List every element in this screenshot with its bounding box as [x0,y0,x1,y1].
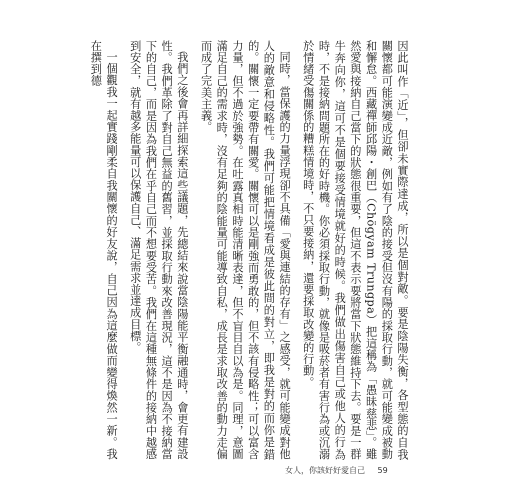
vertical-body-text [89,40,410,460]
paragraph-3: 我們之後會再詳細探索這些議題，先總結來說當陰陽能平衡融通時，會更有建設性。我們革除了對自己無益的舊習，並採取行動來改善現況，這不是因為不接納當下的自己，而是因為我們在乎自己而不想要受苦。我們在這種無條件的接納中越感到安全，就有越多能量可以保護自己、滿足需求並達成目標。 [128,40,189,460]
paragraph-2: 同時，當保護的力量浮現卻不具備「愛與連結的存有」之感受，就可能變成對他人的敵意和侵略性。我們可能把情境看成是彼此間的對立，即我是對的而你是錯的。關懷一定要帶有關愛。關懷可以是剛強而勇敢的，但不該有侵略性；可以富含力量，但不過於強勢。在吐露真相時能清晰表達，但不盲目自以為是。同理，意圖滿足自己的需求時，沒有足夠的陰能量可能導致自私，成長是求取改善的動力走偏而成了完美主義。 [199,40,292,460]
paragraph-4: 一個觀我一起實踐剛柔自我關懷的好友說，自己因為這麼做而變得煥然一新。我在撰到德 [89,40,119,460]
page-footer [285,464,425,478]
paragraph-1: 因此叫作「近」，但卻未實際達成，所以是個對敵。要是陰陽失衡，各型態的自我關懷都可能演變成近敵，例如有了陰的接受但沒有陽的採取行動，就可能變成被動和懈怠。西藏禪師邱陽・創巴（Chögyam Trungpa）把這稱為「愚昧慈悲」。雖然愛與接納自己當下的狀態很重要，但這不表示要將當下狀態維持下去。要是一群牛奔向你，這可不是個要接受情境就好的時候。我們做出傷害自己或他人的行為時，不是接納問題所在的好時機。你必須採取行動，就像是吸菸者有害行為或沉溺於情緒受傷關係的糟糕情境時，不只要接納，還要採取改變的行動。 [301,40,409,460]
book-title: 女人，你該好好愛自己 [285,466,365,475]
page-number: 59 [377,466,388,475]
